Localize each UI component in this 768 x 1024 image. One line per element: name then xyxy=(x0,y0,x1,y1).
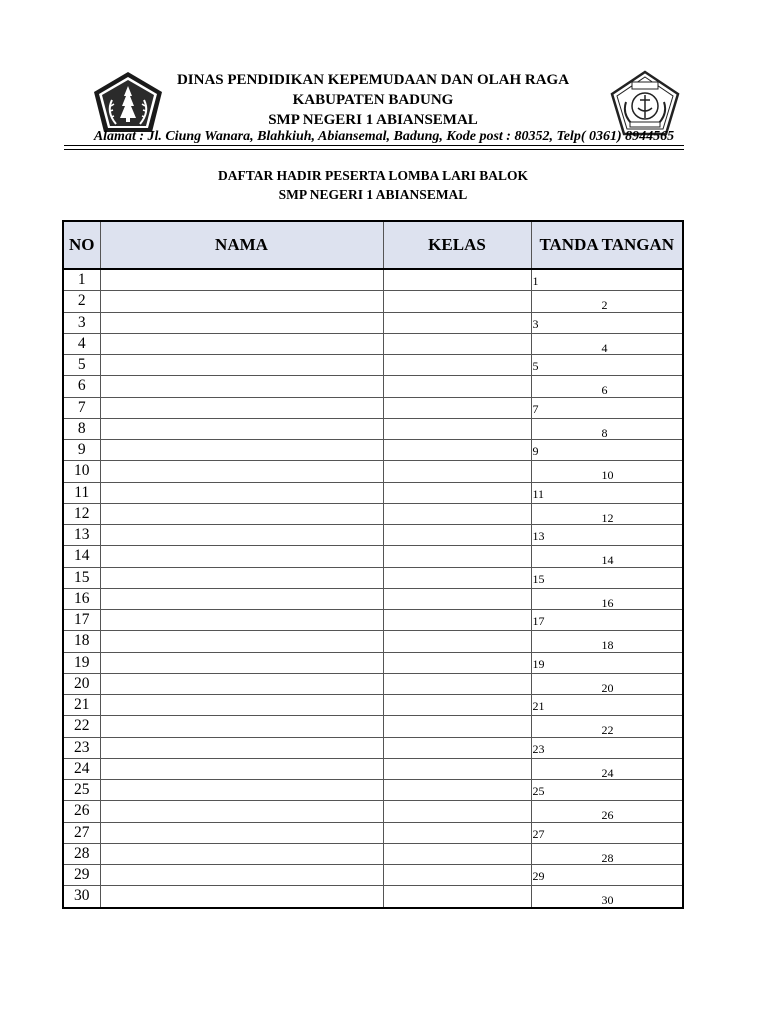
kelas-cell[interactable] xyxy=(383,758,531,779)
signature-number: 13 xyxy=(532,529,545,543)
kelas-cell[interactable] xyxy=(383,482,531,503)
kelas-cell[interactable] xyxy=(383,461,531,482)
signature-cell[interactable] xyxy=(531,737,682,758)
school-emblem-icon xyxy=(610,70,680,134)
row-number: 2 xyxy=(64,291,100,312)
table-row xyxy=(64,822,682,843)
signature-number: 30 xyxy=(601,893,614,907)
row-number: 29 xyxy=(64,865,100,886)
kelas-cell[interactable] xyxy=(383,737,531,758)
signature-number: 14 xyxy=(601,553,614,567)
nama-cell[interactable] xyxy=(100,588,383,609)
table-row xyxy=(64,333,682,354)
signature-cell[interactable] xyxy=(531,269,682,291)
table-row xyxy=(64,610,682,631)
signature-cell[interactable] xyxy=(531,716,682,737)
column-header-kelas: KELAS xyxy=(383,222,531,269)
table-row xyxy=(64,418,682,439)
nama-cell[interactable] xyxy=(100,440,383,461)
signature-number: 19 xyxy=(532,656,545,671)
agency-name: DINAS PENDIDIKAN KEPEMUDAAN DAN OLAH RAGA xyxy=(176,72,570,88)
signature-cell[interactable] xyxy=(531,440,682,461)
table-row xyxy=(64,503,682,524)
signature-number: 17 xyxy=(532,614,545,628)
signature-number: 3 xyxy=(532,316,539,331)
kelas-cell[interactable] xyxy=(383,525,531,546)
row-number: 3 xyxy=(64,312,100,333)
table-row xyxy=(64,886,682,907)
table-row xyxy=(64,843,682,864)
signature-cell[interactable] xyxy=(531,312,682,333)
signature-cell[interactable] xyxy=(531,695,682,716)
signature-cell[interactable] xyxy=(531,588,682,609)
row-number: 20 xyxy=(64,673,100,694)
signature-number: 11 xyxy=(532,486,545,501)
signature-number: 2 xyxy=(601,298,608,312)
signature-cell[interactable] xyxy=(531,652,682,673)
signature-cell[interactable] xyxy=(531,865,682,886)
school-address: Alamat : Jl. Ciung Wanara, Blahkiuh, Abiansemal, Badung, Kode post : 80352, Telp( 0361) 8944565 xyxy=(93,129,675,144)
row-number: 18 xyxy=(64,631,100,652)
signature-cell[interactable] xyxy=(531,376,682,397)
table-row xyxy=(64,440,682,461)
kelas-cell[interactable] xyxy=(383,631,531,652)
signature-cell[interactable] xyxy=(531,886,682,907)
table-row xyxy=(64,737,682,758)
row-number: 28 xyxy=(64,843,100,864)
table-row xyxy=(64,780,682,801)
signature-number: 24 xyxy=(601,765,614,780)
signature-number: 20 xyxy=(601,680,614,695)
table-row xyxy=(64,355,682,376)
row-number: 16 xyxy=(64,588,100,609)
signature-number: 9 xyxy=(532,444,539,458)
kelas-cell[interactable] xyxy=(383,397,531,418)
row-number: 27 xyxy=(64,822,100,843)
nama-cell[interactable] xyxy=(100,503,383,524)
row-number: 6 xyxy=(64,376,100,397)
signature-cell[interactable] xyxy=(531,758,682,779)
attendance-table xyxy=(62,220,684,909)
signature-cell[interactable] xyxy=(531,546,682,567)
nama-cell[interactable] xyxy=(100,525,383,546)
row-number: 24 xyxy=(64,758,100,779)
table-row xyxy=(64,588,682,609)
row-number: 17 xyxy=(64,610,100,631)
row-number: 9 xyxy=(64,440,100,461)
table-row xyxy=(64,482,682,503)
signature-number: 7 xyxy=(532,401,539,416)
row-number: 30 xyxy=(64,886,100,907)
nama-cell[interactable] xyxy=(100,355,383,376)
signature-number: 6 xyxy=(601,383,608,397)
nama-cell[interactable] xyxy=(100,865,383,886)
nama-cell[interactable] xyxy=(100,567,383,588)
nama-cell[interactable] xyxy=(100,631,383,652)
signature-cell[interactable] xyxy=(531,461,682,482)
letterhead xyxy=(150,70,596,130)
letterhead-divider xyxy=(64,145,684,146)
row-number: 7 xyxy=(64,397,100,418)
column-header-no: NO xyxy=(64,222,100,269)
kelas-cell[interactable] xyxy=(383,716,531,737)
nama-cell[interactable] xyxy=(100,333,383,354)
signature-number: 26 xyxy=(601,808,614,822)
row-number: 25 xyxy=(64,780,100,801)
column-header-nama: NAMA xyxy=(100,222,383,269)
signature-number: 18 xyxy=(601,638,614,652)
kelas-cell[interactable] xyxy=(383,503,531,524)
table-row xyxy=(64,525,682,546)
nama-cell[interactable] xyxy=(100,716,383,737)
row-number: 15 xyxy=(64,567,100,588)
signature-number: 22 xyxy=(601,723,614,737)
signature-number: 12 xyxy=(601,510,614,525)
document-subtitle: SMP NEGERI 1 ABIANSEMAL xyxy=(278,187,468,202)
table-row xyxy=(64,546,682,567)
signature-number: 21 xyxy=(532,699,545,713)
nama-cell[interactable] xyxy=(100,822,383,843)
kelas-cell[interactable] xyxy=(383,865,531,886)
document-title-block xyxy=(120,166,626,204)
row-number: 23 xyxy=(64,737,100,758)
signature-number: 15 xyxy=(532,571,545,586)
signature-cell[interactable] xyxy=(531,610,682,631)
kelas-cell[interactable] xyxy=(383,355,531,376)
kelas-cell[interactable] xyxy=(383,291,531,312)
signature-number: 23 xyxy=(532,741,545,756)
signature-number: 4 xyxy=(601,340,608,355)
kelas-cell[interactable] xyxy=(383,843,531,864)
table-row xyxy=(64,716,682,737)
regency-name: KABUPATEN BADUNG xyxy=(292,92,454,108)
kelas-cell[interactable] xyxy=(383,610,531,631)
nama-cell[interactable] xyxy=(100,482,383,503)
nama-cell[interactable] xyxy=(100,269,383,291)
signature-cell[interactable] xyxy=(531,503,682,524)
table-row xyxy=(64,461,682,482)
signature-number: 28 xyxy=(601,850,614,865)
kelas-cell[interactable] xyxy=(383,780,531,801)
signature-cell[interactable] xyxy=(531,631,682,652)
row-number: 8 xyxy=(64,418,100,439)
column-header-tanda-tangan: TANDA TANGAN xyxy=(531,222,682,269)
kelas-cell[interactable] xyxy=(383,440,531,461)
nama-cell[interactable] xyxy=(100,737,383,758)
kelas-cell[interactable] xyxy=(383,418,531,439)
nama-cell[interactable] xyxy=(100,376,383,397)
nama-cell[interactable] xyxy=(100,695,383,716)
nama-cell[interactable] xyxy=(100,801,383,822)
kelas-cell[interactable] xyxy=(383,801,531,822)
signature-cell[interactable] xyxy=(531,801,682,822)
table-row xyxy=(64,397,682,418)
row-number: 11 xyxy=(64,482,100,503)
table-row xyxy=(64,695,682,716)
row-number: 21 xyxy=(64,695,100,716)
letterhead-divider-thin xyxy=(64,149,684,150)
table-row xyxy=(64,673,682,694)
signature-number: 25 xyxy=(532,784,545,798)
signature-cell[interactable] xyxy=(531,355,682,376)
signature-number: 10 xyxy=(601,468,614,482)
table-row xyxy=(64,865,682,886)
kelas-cell[interactable] xyxy=(383,695,531,716)
signature-cell[interactable] xyxy=(531,397,682,418)
row-number: 13 xyxy=(64,525,100,546)
signature-number: 1 xyxy=(532,274,539,288)
kelas-cell[interactable] xyxy=(383,567,531,588)
table-row xyxy=(64,269,682,291)
row-number: 1 xyxy=(64,269,100,291)
nama-cell[interactable] xyxy=(100,312,383,333)
table-row xyxy=(64,652,682,673)
nama-cell[interactable] xyxy=(100,418,383,439)
signature-cell[interactable] xyxy=(531,567,682,588)
table-row xyxy=(64,801,682,822)
signature-number: 8 xyxy=(601,425,608,440)
nama-cell[interactable] xyxy=(100,291,383,312)
kelas-cell[interactable] xyxy=(383,652,531,673)
table-row xyxy=(64,567,682,588)
signature-cell[interactable] xyxy=(531,418,682,439)
row-number: 26 xyxy=(64,801,100,822)
signature-number: 16 xyxy=(601,595,614,610)
row-number: 5 xyxy=(64,355,100,376)
nama-cell[interactable] xyxy=(100,610,383,631)
nama-cell[interactable] xyxy=(100,546,383,567)
nama-cell[interactable] xyxy=(100,397,383,418)
table-row xyxy=(64,758,682,779)
signature-cell[interactable] xyxy=(531,843,682,864)
kelas-cell[interactable] xyxy=(383,376,531,397)
table-row xyxy=(64,376,682,397)
kelas-cell[interactable] xyxy=(383,333,531,354)
signature-cell[interactable] xyxy=(531,525,682,546)
row-number: 22 xyxy=(64,716,100,737)
nama-cell[interactable] xyxy=(100,758,383,779)
kelas-cell[interactable] xyxy=(383,312,531,333)
kelas-cell[interactable] xyxy=(383,673,531,694)
signature-number: 5 xyxy=(532,359,539,373)
signature-cell[interactable] xyxy=(531,780,682,801)
signature-number: 27 xyxy=(532,826,545,841)
kelas-cell[interactable] xyxy=(383,886,531,907)
signature-cell[interactable] xyxy=(531,291,682,312)
document-title: DAFTAR HADIR PESERTA LOMBA LARI BALOK xyxy=(218,168,528,183)
kelas-cell[interactable] xyxy=(383,546,531,567)
signature-cell[interactable] xyxy=(531,333,682,354)
nama-cell[interactable] xyxy=(100,652,383,673)
signature-number: 29 xyxy=(532,869,545,883)
table-header-row xyxy=(64,222,682,269)
nama-cell[interactable] xyxy=(100,673,383,694)
kelas-cell[interactable] xyxy=(383,269,531,291)
kelas-cell[interactable] xyxy=(383,822,531,843)
signature-cell[interactable] xyxy=(531,482,682,503)
row-number: 12 xyxy=(64,503,100,524)
signature-cell[interactable] xyxy=(531,822,682,843)
nama-cell[interactable] xyxy=(100,843,383,864)
nama-cell[interactable] xyxy=(100,780,383,801)
row-number: 4 xyxy=(64,333,100,354)
nama-cell[interactable] xyxy=(100,461,383,482)
signature-cell[interactable] xyxy=(531,673,682,694)
school-name: SMP NEGERI 1 ABIANSEMAL xyxy=(268,112,478,128)
table-row xyxy=(64,631,682,652)
row-number: 10 xyxy=(64,461,100,482)
table-row xyxy=(64,312,682,333)
row-number: 14 xyxy=(64,546,100,567)
row-number: 19 xyxy=(64,652,100,673)
kelas-cell[interactable] xyxy=(383,588,531,609)
table-row xyxy=(64,291,682,312)
nama-cell[interactable] xyxy=(100,886,383,907)
